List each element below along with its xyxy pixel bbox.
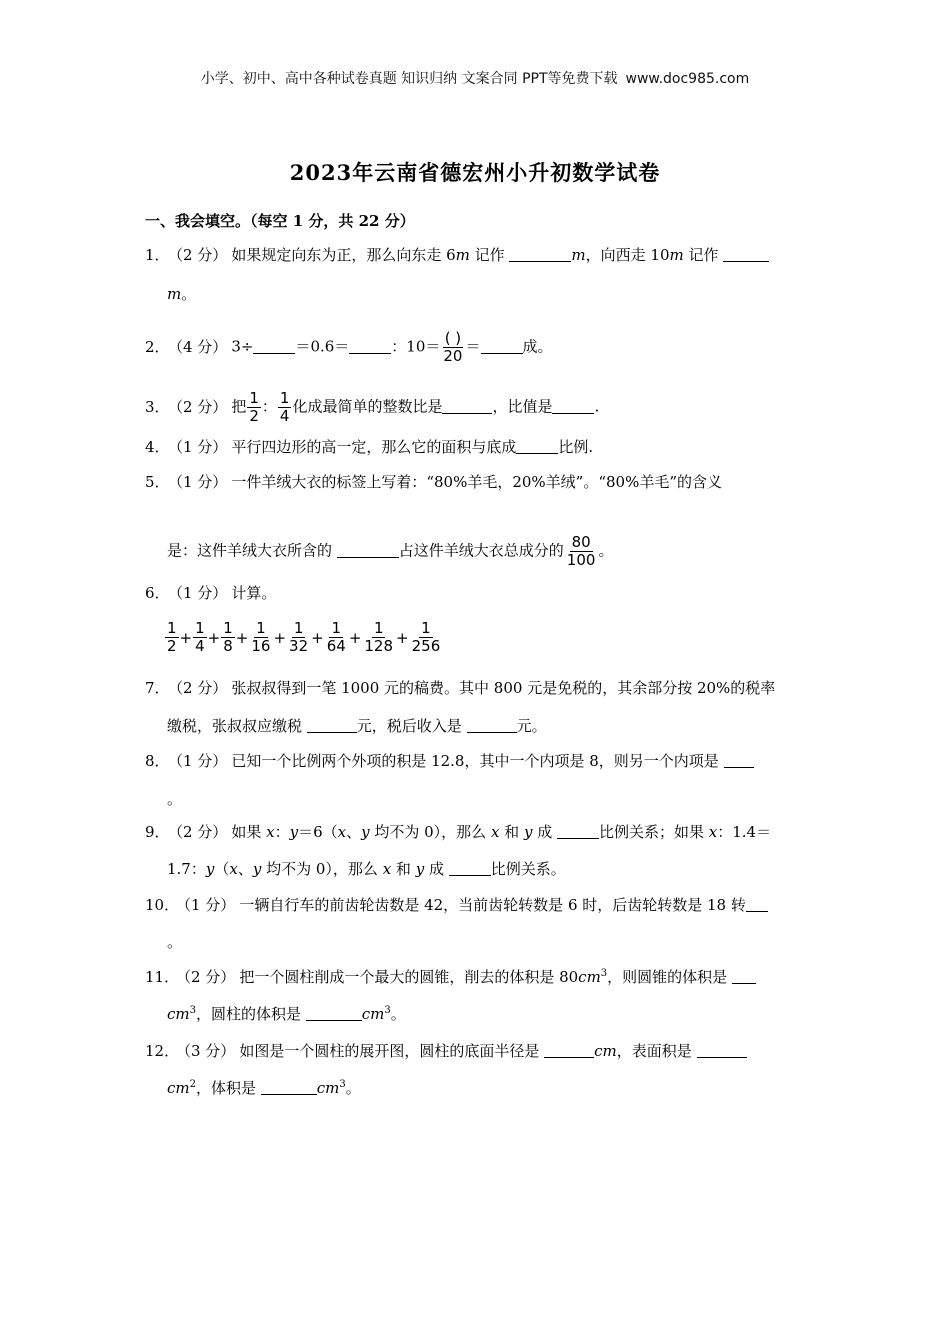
- question-6: [145, 583, 810, 603]
- question-number: 6．: [145, 584, 170, 602]
- question-points: （1 分）: [168, 438, 228, 456]
- question-text: 已知一个比例两个外项的积是 12.8，其中一个内项是 8，则另一个内项是: [231, 752, 724, 770]
- question-text: 均不为 0），那么: [369, 823, 491, 841]
- question-12-cont: [167, 1078, 361, 1098]
- question-points: （1 分）: [168, 752, 228, 770]
- question-text: 一辆自行车的前齿轮齿数是 42，当前齿轮转数是 6 时，后齿轮转数是 18 转: [239, 896, 746, 914]
- plus-sign: +: [235, 628, 249, 647]
- header-banner: [0, 68, 950, 88]
- fraction: [565, 534, 598, 569]
- variable-x: x: [382, 860, 392, 878]
- fraction-numerator: 1: [373, 619, 384, 637]
- question-10-cont: [167, 932, 182, 952]
- question-points: （2 分）: [176, 968, 236, 986]
- question-points: （1 分）: [168, 584, 228, 602]
- question-text: 。: [598, 541, 614, 560]
- question-number: 4．: [145, 438, 170, 456]
- question-text: 记作: [683, 246, 724, 264]
- question-text: ，则圆锥的体积是: [607, 968, 732, 986]
- question-text: ：10＝: [391, 337, 441, 356]
- question-number: 5．: [145, 473, 170, 491]
- fraction-denominator: 4: [279, 407, 290, 425]
- question-10: [145, 895, 810, 915]
- answer-blank[interactable]: [307, 717, 357, 733]
- answer-blank[interactable]: [697, 1042, 747, 1058]
- question-text: 均不为 0），那么: [261, 860, 383, 878]
- answer-blank[interactable]: [552, 398, 594, 414]
- variable-y: y: [289, 823, 299, 841]
- question-text: 如果规定向东为正，那么向东走 6: [231, 246, 456, 264]
- exam-title: 2023年云南省德宏州小升初数学试卷: [289, 160, 661, 185]
- superscript: 3: [600, 968, 608, 979]
- question-8-cont: [167, 789, 182, 809]
- fraction-denominator: 128: [364, 637, 394, 655]
- question-text: ：1.4＝: [717, 823, 772, 841]
- fraction-numerator: 1: [421, 619, 431, 637]
- question-11-cont: [167, 1004, 406, 1024]
- question-number: 7．: [145, 679, 170, 697]
- variable-x: x: [337, 823, 347, 841]
- question-9: [145, 822, 810, 842]
- fraction-numerator: 1: [249, 389, 259, 407]
- fraction-numerator[interactable]: ( ): [444, 329, 462, 347]
- question-text: 、: [237, 860, 253, 878]
- question-text: 比例关系；如果: [598, 823, 709, 841]
- question-text: ，体积是: [196, 1079, 261, 1097]
- variable-x: x: [229, 860, 238, 878]
- unit: cm: [316, 1079, 340, 1097]
- question-3: [145, 390, 810, 425]
- question-text: 如果: [231, 823, 267, 841]
- question-text: ＝0.6＝: [295, 337, 350, 356]
- question-11: [145, 967, 810, 987]
- question-5-cont: [167, 534, 613, 569]
- fraction-denominator: 4: [195, 637, 205, 655]
- question-12: [145, 1041, 810, 1061]
- answer-blank[interactable]: [746, 896, 768, 912]
- unit: m: [669, 246, 684, 264]
- question-points: （2 分）: [168, 246, 228, 264]
- question-points: （1 分）: [176, 896, 236, 914]
- question-text: ，圆柱的体积是: [196, 1005, 306, 1023]
- fraction: [278, 390, 292, 425]
- fraction-denominator: 2: [249, 407, 259, 425]
- fraction-numerator: 1: [223, 619, 233, 637]
- unit: m: [167, 285, 182, 303]
- question-number: 9．: [145, 823, 170, 841]
- question-7-cont: [167, 716, 547, 736]
- question-text: ，向西走 10: [585, 246, 670, 264]
- question-1-cont: [167, 284, 196, 304]
- plus-sign: +: [311, 628, 324, 647]
- fraction-numerator: 1: [279, 389, 290, 407]
- answer-blank[interactable]: [467, 717, 517, 733]
- fraction: [221, 620, 235, 655]
- answer-blank[interactable]: [723, 246, 769, 262]
- question-text: 比例.: [558, 438, 594, 456]
- question-text: 如图是一个圆柱的展开图，圆柱的底面半径是: [239, 1042, 545, 1060]
- answer-blank[interactable]: [481, 338, 523, 354]
- answer-blank[interactable]: [544, 1042, 594, 1058]
- superscript: 3: [384, 1005, 391, 1016]
- fraction: [247, 390, 261, 425]
- fraction-denominator: 256: [411, 637, 441, 655]
- variable-y: y: [252, 860, 262, 878]
- answer-blank[interactable]: [516, 438, 558, 454]
- question-4: [145, 437, 810, 457]
- fraction-numerator: 1: [293, 619, 304, 637]
- question-text: 元。: [516, 717, 547, 735]
- question-2: [145, 330, 810, 365]
- question-text: ，比值是: [492, 397, 553, 416]
- question-7: [145, 678, 810, 698]
- question-text: 把: [231, 397, 247, 416]
- question-points: （3 分）: [176, 1042, 236, 1060]
- question-text: 张叔叔得到一笔 1000 元的稿费。其中 800 元是免税的，其余部分按 20%的税率: [231, 679, 776, 697]
- question-points: （1 分）: [168, 473, 228, 491]
- variable-y: y: [415, 860, 425, 878]
- question-text: 把一个圆柱削成一个最大的圆锥，削去的体积是 80: [239, 968, 579, 986]
- fraction: [325, 620, 348, 655]
- variable-x: x: [266, 823, 275, 841]
- question-text: 和: [391, 860, 416, 878]
- question-points: （2 分）: [168, 679, 228, 697]
- section-heading: 一、我会填空。（每空 1 分，共 22 分）: [145, 212, 415, 230]
- answer-blank[interactable]: [349, 338, 391, 354]
- answer-blank[interactable]: [261, 1079, 317, 1095]
- variable-y: y: [523, 823, 533, 841]
- plus-sign: +: [396, 628, 409, 647]
- superscript: 3: [339, 1079, 346, 1090]
- fraction: [193, 620, 207, 655]
- unit: cm: [167, 1079, 190, 1097]
- question-number: 11．: [145, 968, 180, 986]
- unit: cm: [361, 1005, 385, 1023]
- question-text: 是：这件羊绒大衣所含的: [167, 541, 337, 560]
- question-text: 、: [346, 823, 362, 841]
- question-text: 。: [181, 285, 197, 303]
- question-text: ，表面积是: [616, 1042, 697, 1060]
- plus-sign: +: [179, 628, 193, 647]
- question-number: 12．: [145, 1042, 180, 1060]
- plus-sign: +: [207, 628, 221, 647]
- fraction: [362, 620, 395, 655]
- answer-blank[interactable]: [449, 860, 491, 876]
- plus-sign: +: [273, 628, 287, 647]
- question-points: （2 分）: [168, 823, 228, 841]
- fraction-numerator: 1: [167, 619, 177, 637]
- fraction: [249, 620, 272, 655]
- variable-y: y: [205, 860, 215, 878]
- question-number: 10．: [145, 896, 180, 914]
- question-text: 。: [390, 1005, 406, 1023]
- unit: m: [455, 246, 470, 264]
- question-text: 成。: [522, 337, 553, 356]
- question-text: ＝6（: [298, 823, 338, 841]
- question-points: （4 分）: [168, 337, 228, 356]
- question-text: 平行四边形的高一定，那么它的面积与底成: [231, 438, 517, 456]
- fraction: [165, 620, 179, 655]
- fraction-numerator: 80: [571, 533, 591, 551]
- fraction-denominator: 32: [289, 637, 309, 655]
- fraction: [441, 330, 464, 365]
- answer-blank[interactable]: [732, 968, 756, 984]
- question-text: 元，税后收入是: [356, 717, 467, 735]
- question-text: 和: [499, 823, 524, 841]
- question-5: [145, 472, 810, 492]
- fraction-denominator: 16: [251, 637, 271, 655]
- question-text: ＝: [465, 337, 481, 356]
- question-9-cont: [167, 859, 566, 879]
- fraction-numerator: 1: [331, 619, 342, 637]
- question-text: 一件羊绒大衣的标签上写着：“80%羊毛，20%羊绒”。“80%羊毛”的含义: [231, 473, 723, 491]
- question-text: 成: [424, 860, 449, 878]
- fraction-numerator: 1: [195, 619, 205, 637]
- fraction-numerator: 1: [256, 619, 266, 637]
- question-text: 计算。: [231, 584, 277, 602]
- fraction-denominator: 100: [566, 551, 596, 569]
- question-points: （2 分）: [168, 397, 228, 416]
- unit: cm: [578, 968, 601, 986]
- variable-x: x: [490, 823, 500, 841]
- question-text: 记作: [469, 246, 510, 264]
- answer-blank[interactable]: [509, 246, 571, 262]
- question-text: 。: [167, 933, 183, 951]
- superscript: 2: [189, 1079, 196, 1090]
- answer-blank[interactable]: [253, 338, 295, 354]
- fraction: [287, 620, 310, 655]
- question-text: 。: [167, 790, 183, 808]
- question-1: [145, 245, 810, 265]
- question-number: 3．: [145, 397, 170, 416]
- question-number: 8．: [145, 752, 170, 770]
- answer-blank[interactable]: [557, 823, 599, 839]
- question-text: .: [594, 397, 600, 416]
- question-text: 3÷: [231, 337, 254, 356]
- fraction-denominator: 2: [167, 637, 177, 655]
- fraction-denominator: 8: [223, 637, 233, 655]
- question-text: 占这件羊绒大衣总成分的: [398, 541, 564, 560]
- question-text: ：: [274, 823, 290, 841]
- question-text: 1.7：: [167, 860, 206, 878]
- question-text: ：: [261, 397, 277, 416]
- unit: cm: [594, 1042, 617, 1060]
- answer-blank[interactable]: [724, 752, 754, 768]
- question-text: 。: [345, 1079, 361, 1097]
- question-8: [145, 751, 810, 771]
- unit: m: [571, 246, 586, 264]
- question-number: 2．: [145, 337, 170, 356]
- question-text: 成: [532, 823, 557, 841]
- superscript: 3: [189, 1005, 196, 1016]
- variable-y: y: [361, 823, 370, 841]
- question-text: 缴税，张叔叔应缴税: [167, 717, 307, 735]
- fraction-denominator: 64: [326, 637, 346, 655]
- answer-blank[interactable]: [306, 1005, 362, 1021]
- question-text: （: [214, 860, 230, 878]
- header-site: www.doc985.com: [625, 71, 750, 87]
- question-number: 1．: [145, 246, 170, 264]
- unit: cm: [167, 1005, 190, 1023]
- answer-blank[interactable]: [442, 398, 492, 414]
- answer-blank[interactable]: [337, 542, 399, 558]
- fraction-sum-expression: [164, 620, 443, 655]
- fraction-denominator: 20: [443, 347, 463, 365]
- header-banner-text: 小学、初中、高中各种试卷真题 知识归纳 文案合同 PPT等免费下载: [200, 71, 618, 87]
- fraction: [410, 620, 443, 655]
- question-text: 化成最简单的整数比是: [292, 397, 443, 416]
- variable-x: x: [708, 823, 718, 841]
- plus-sign: +: [348, 628, 362, 647]
- question-text: 比例关系。: [490, 860, 566, 878]
